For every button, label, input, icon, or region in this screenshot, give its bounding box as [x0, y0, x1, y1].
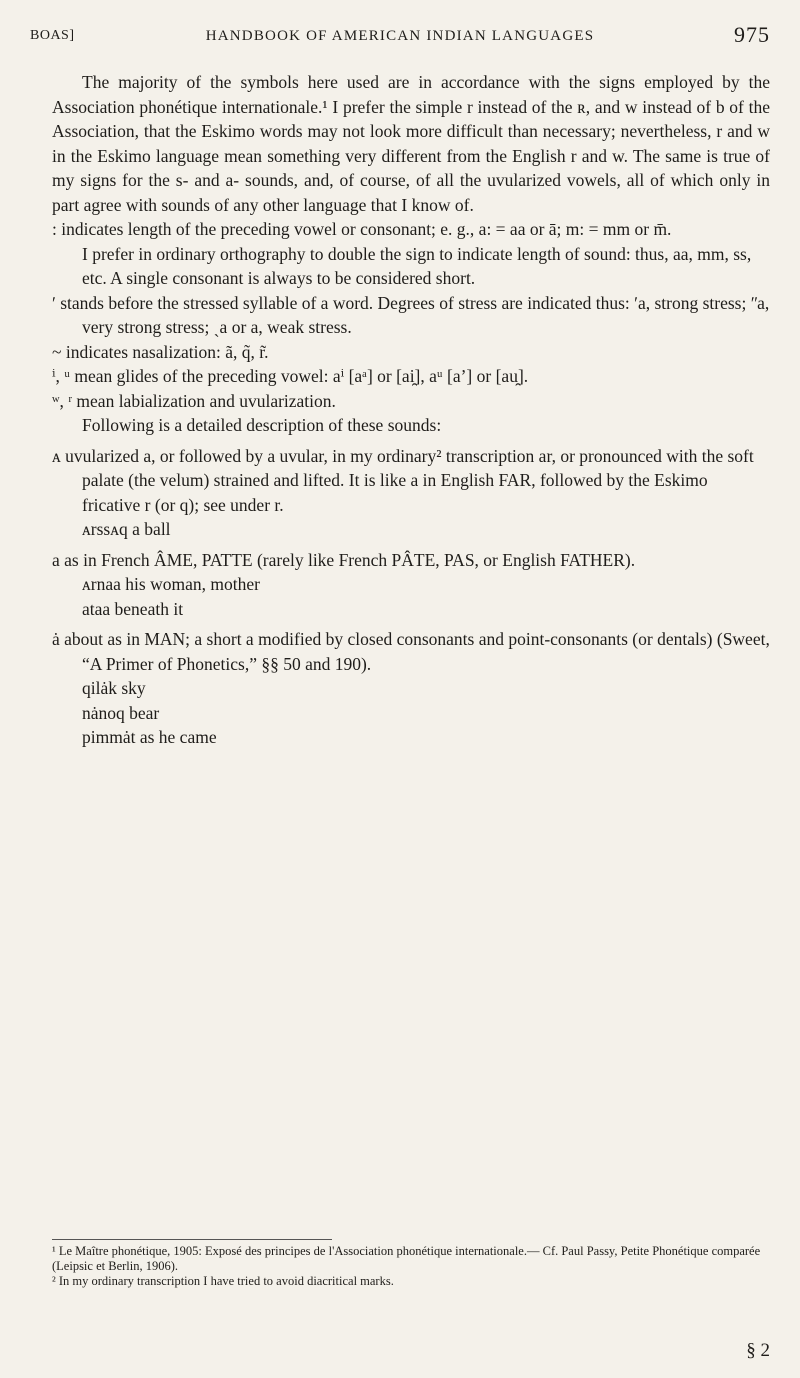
footnote-divider: [52, 1239, 332, 1240]
paragraph-length: : indicates length of the preceding vowel or consonant; e. g., a: = aa or ā; m: = mm or m̄.: [52, 219, 672, 239]
paragraph-double: I prefer in ordinary orthography to double the sign to indicate length of sound: thus, aa, mm, ss, etc. A single consonant is always to be considered short.: [82, 243, 752, 288]
paragraph-following: Following is a detailed description of these sounds:: [82, 415, 442, 435]
header-author: BOAS]: [30, 28, 75, 43]
footnote-2: ² In my ordinary transcription I have tried to avoid diacritical marks.: [52, 1274, 394, 1288]
entry-a-definition: a as in French ÂME, PATTE (rarely like French PÂTE, PAS, or English FATHER).: [52, 549, 636, 570]
entry-A-definition: ᴀ uvularized a, or followed by a uvular, in my ordinary² transcription ar, or pronounced with the soft palate (the velum) strained and lifted. It is like a in English FAR, followed by the Eskimo fricative r (or q); see under r.: [52, 445, 754, 515]
header-title: HANDBOOK OF AMERICAN INDIAN LANGUAGES: [205, 28, 595, 44]
entry-ae-example-2: nȧnoq bear: [82, 702, 160, 723]
entry-a-example-1: ᴀrnaa his woman, mother: [82, 574, 260, 594]
paragraph-intro: The majority of the symbols here used are in accordance with the signs employed by the Association phonétique internationale.¹ I prefer the simple r instead of the ʀ, and w instead of b of the Association, that the Eskimo words may not look more difficult than necessary; nevertheless, r and w in the Eskimo language mean something very different from the English r and w. The same is true of my signs for the s- and a- sounds, and, of course, of all the uvularized vowels, all of which only in part agree with sounds of any other language that I know of.: [52, 72, 770, 215]
footnotes: [52, 1244, 770, 1289]
paragraph-glides: ⁱ, ᵘ mean glides of the preceding vowel: aⁱ [aᵃ] or [ai̯], aᵘ [aʼ] or [au̯].: [52, 366, 529, 386]
running-header: [30, 22, 770, 52]
entry-a-example-2: ataa beneath it: [82, 598, 184, 619]
paragraph-stress: ʹ stands before the stressed syllable of a word. Degrees of stress are indicated thus: ʹa, strong stress; ʺa, very strong stress; ˏa or a, weak stress.: [52, 292, 770, 337]
entry-ae-example-3: pimmȧt as he came: [82, 727, 217, 747]
entry-A-example: ᴀrssᴀq a ball: [82, 519, 171, 539]
paragraph-labial: ʷ, ʳ mean labialization and uvularization.: [52, 390, 336, 411]
entry-ae-example-1: qilȧk sky: [82, 678, 146, 698]
page-body: [52, 70, 770, 750]
page-number: 975: [734, 22, 770, 47]
paragraph-nasal: ~ indicates nasalization: ã, q̃, r̃.: [52, 341, 269, 362]
section-mark: § 2: [746, 1340, 770, 1361]
footnote-1: ¹ Le Maître phonétique, 1905: Exposé des principes de l'Association phonétique internationale.— Cf. Paul Passy, Petite Phonétique comparée (Leipsic et Berlin, 1906).: [52, 1244, 761, 1273]
entry-ae-definition: ȧ about as in MAN; a short a modified by closed consonants and point-consonants (or dentals) (Sweet, “A Primer of Phonetics,” §§ 50 and 190).: [52, 629, 770, 674]
